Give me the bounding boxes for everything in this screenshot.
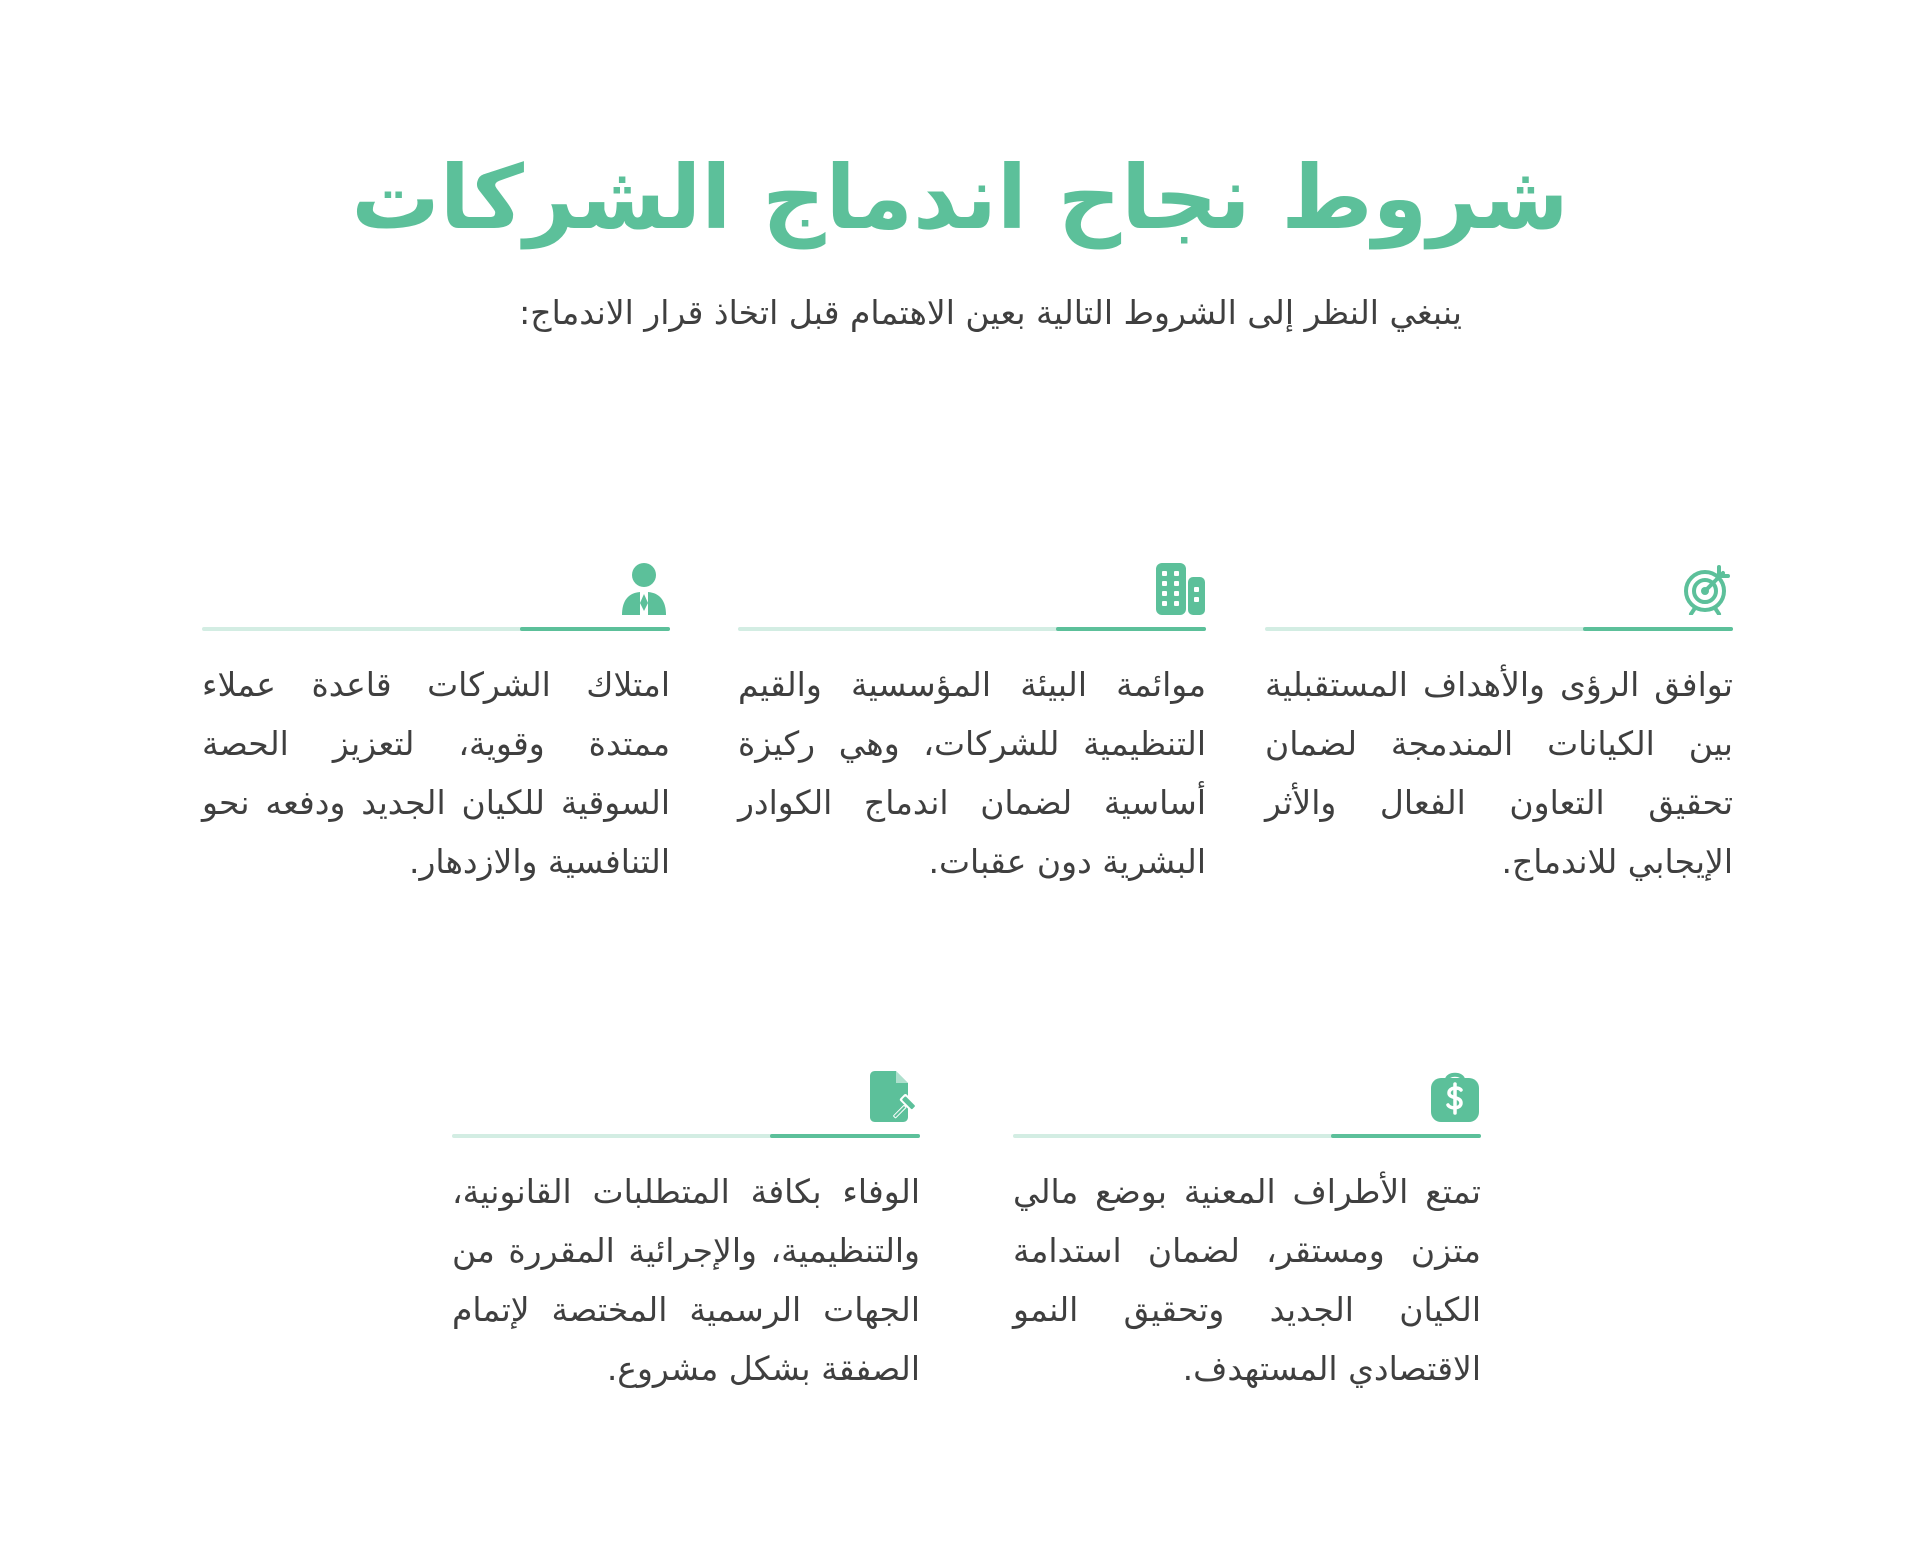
card-divider-accent	[520, 627, 670, 631]
card-text: امتلاك الشركات قاعدة عملاء ممتدة وقوية، لتعزيز الحصة السوقية للكيان الجديد ودفعه نحو التنافسية والازدهار.	[202, 665, 670, 881]
money-bag-icon	[1429, 1070, 1481, 1122]
buildings-icon	[1154, 563, 1206, 615]
card-divider-accent	[1331, 1134, 1481, 1138]
card-divider	[1265, 627, 1733, 631]
card-divider	[1013, 1134, 1481, 1138]
card-text: توافق الرؤى والأهداف المستقبلية بين الكيانات المندمجة لضمان تحقيق التعاون الفعال والأثر الإيجابي للاندماج.	[1265, 665, 1733, 881]
card-divider	[738, 627, 1206, 631]
page-subtitle: ينبغي النظر إلى الشروط التالية بعين الاهتمام قبل اتخاذ قرار الاندماج:	[519, 293, 1462, 332]
legal-document-icon	[868, 1070, 920, 1122]
card-text: موائمة البيئة المؤسسية والقيم التنظيمية للشركات، وهي ركيزة أساسية لضمان اندماج الكوادر البشرية دون عقبات.	[738, 665, 1206, 881]
card-text: الوفاء بكافة المتطلبات القانونية، والتنظيمية، والإجرائية المقررة من الجهات الرسمية المختصة لإتمام الصفقة بشكل مشروع.	[452, 1172, 920, 1388]
card-divider	[202, 627, 670, 631]
page-title: شروط نجاح اندماج الشركات	[351, 146, 1569, 249]
card-divider-accent	[1583, 627, 1733, 631]
card-divider-accent	[770, 1134, 920, 1138]
target-icon	[1681, 563, 1733, 615]
card-divider	[452, 1134, 920, 1138]
card-divider-accent	[1056, 627, 1206, 631]
card-text: تمتع الأطراف المعنية بوضع مالي متزن ومستقر، لضمان استدامة الكيان الجديد وتحقيق النمو الاقتصادي المستهدف.	[1013, 1172, 1481, 1388]
person-icon	[618, 563, 670, 615]
